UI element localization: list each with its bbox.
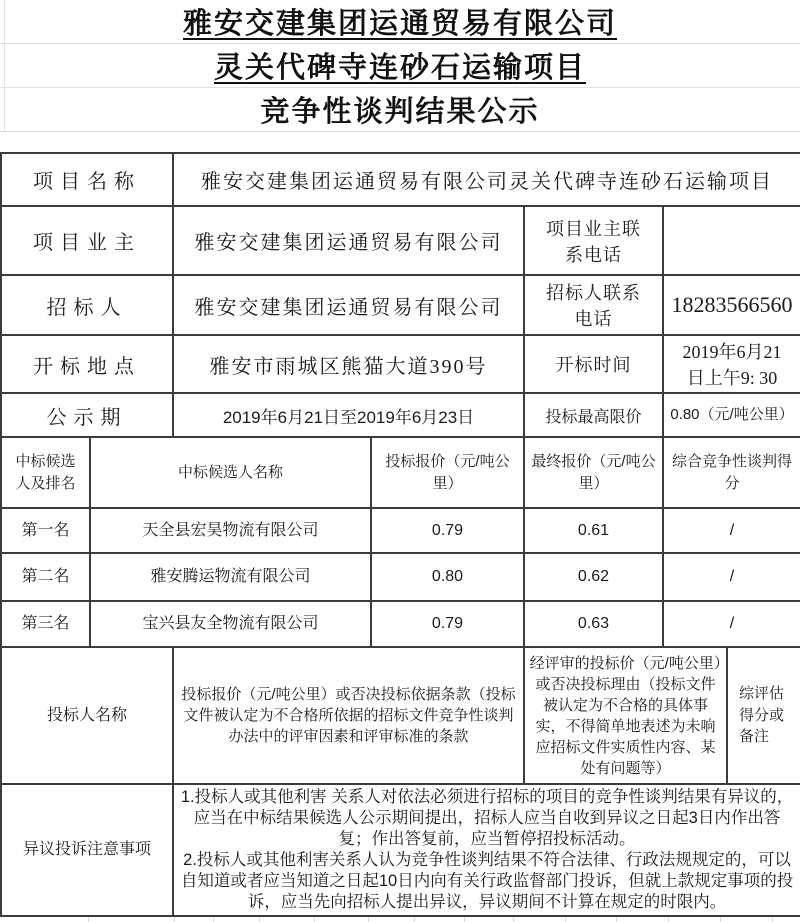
- bidder-reason-text: 经评审的投标价（元/吨公里）或否决投标理由（投标文件被认定为不合格的具体事实，不得简单地表述为未响应招标文件实质性内容、某处有问题等）: [524, 647, 727, 784]
- project-name-label: 项目名称: [1, 153, 173, 206]
- title-gap: [0, 132, 800, 152]
- table-row: [1, 601, 800, 647]
- document-title-project: 灵关代碑寺连砂石运输项目: [213, 52, 586, 84]
- tenderer-value: 雅安交建集团运通贸易有限公司: [173, 275, 524, 335]
- objection-notes: [173, 784, 800, 916]
- rank-1: 第一名: [1, 508, 90, 553]
- document-title-result: 竞争性谈判结果公示: [260, 96, 540, 128]
- grid-tick: [616, 917, 617, 922]
- grid-tick: [513, 917, 514, 922]
- title-row-3: [0, 88, 800, 132]
- header-rank: 中标候选人及排名: [1, 437, 90, 508]
- grid-tick: [464, 917, 465, 922]
- opening-place-label: 开标地点: [1, 335, 173, 393]
- opening-place-value: 雅安市雨城区熊猫大道390号: [173, 335, 524, 393]
- candidate-3-score: /: [663, 601, 800, 647]
- candidate-2-name: 雅安腾运物流有限公司: [90, 553, 371, 601]
- bidder-name-label: 投标人名称: [1, 647, 173, 784]
- candidate-1-name: 天全县宏昊物流有限公司: [90, 508, 371, 553]
- grid-tick: [668, 917, 669, 922]
- table-row: [1, 647, 800, 784]
- owner-phone-value: [663, 206, 800, 275]
- owner-label: 项目业主: [1, 206, 173, 275]
- title-row-1: [0, 0, 800, 44]
- grid-tick: [414, 917, 415, 922]
- candidate-2-bid: 0.80: [371, 553, 524, 601]
- opening-time-label: 开标时间: [524, 335, 663, 393]
- header-final-price: 最终报价（元/吨公里）: [524, 437, 663, 508]
- table-row: [1, 206, 800, 275]
- table-row: [1, 335, 800, 393]
- tenderer-phone-value: 18283566560: [663, 275, 800, 335]
- candidate-2-score: /: [663, 553, 800, 601]
- table-row: [1, 393, 800, 437]
- grid-tick: [565, 917, 566, 922]
- rank-3: 第三名: [1, 601, 90, 647]
- grid-tick: [174, 917, 175, 922]
- candidate-3-name: 宝兴县友全物流有限公司: [90, 601, 371, 647]
- rank-2: 第二名: [1, 553, 90, 601]
- table-row: [1, 553, 800, 601]
- grid-tick: [772, 917, 773, 922]
- faint-gridline-vertical: [4, 0, 5, 131]
- bidder-remark-label: 综评估得分或备注: [727, 647, 800, 784]
- bottom-grid-strip: [0, 917, 800, 922]
- header-candidate-name: 中标候选人名称: [90, 437, 371, 508]
- grid-tick: [368, 917, 369, 922]
- owner-phone-label: 项目业主联系电话: [524, 206, 663, 275]
- table-row: [1, 508, 800, 553]
- title-row-2: [0, 44, 800, 88]
- table-row: [1, 275, 800, 335]
- candidate-1-score: /: [663, 508, 800, 553]
- candidate-1-bid: 0.79: [371, 508, 524, 553]
- grid-tick: [88, 917, 89, 922]
- tenderer-phone-label: 招标人联系电话: [524, 275, 663, 335]
- max-price-value: 0.80（元/吨公里）: [663, 393, 800, 437]
- max-price-label: 投标最高限价: [524, 393, 663, 437]
- title-block: [0, 0, 800, 152]
- table-row: [1, 153, 800, 206]
- grid-tick: [314, 917, 315, 922]
- header-bid-price: 投标报价（元/吨公里）: [371, 437, 524, 508]
- header-score: 综合竞争性谈判得分: [663, 437, 800, 508]
- publicity-period-value: 2019年6月21日至2019年6月23日: [173, 393, 524, 437]
- table-row: [1, 784, 800, 916]
- objection-note-2: 2.投标人或其他利害关系人认为竞争性谈判结果不符合法律、行政法规规定的，可以自知道或者应当知道之日起10日内向有关行政监督部门投诉，但就上款规定事项的投诉，应当先向招标人提出异议，异议期间不计算在规定的时限内。: [180, 851, 794, 911]
- opening-time-value: 2019年6月21日上午9: 30: [663, 335, 800, 393]
- objection-note-1: 1.投标人或其他利害 关系人对依法必须进行招标的项目的竞争性谈判结果有异议的，应当在中标结果候选人公示期间提出，招标人应当自收到异议之日起3日内作出答复；作出答复前，应当暂停招投标活动。: [180, 788, 794, 848]
- table-row: [1, 437, 800, 508]
- project-name-value: 雅安交建集团运通贸易有限公司灵关代碑寺连砂石运输项目: [173, 153, 800, 206]
- candidate-2-final: 0.62: [524, 553, 663, 601]
- grid-tick: [213, 917, 214, 922]
- announcement-table: [0, 152, 800, 917]
- objection-label: 异议投诉注意事项: [1, 784, 173, 916]
- grid-tick: [259, 917, 260, 922]
- document-title-company: 雅安交建集团运通贸易有限公司: [182, 8, 617, 40]
- bidder-criteria-text: 投标报价（元/吨公里）或否决投标依据条款（投标文件被认定为不合格所依据的招标文件竞争性谈判办法中的评审因素和评审标准的条款: [173, 647, 524, 784]
- publicity-period-label: 公示期: [1, 393, 173, 437]
- candidate-3-final: 0.63: [524, 601, 663, 647]
- owner-value: 雅安交建集团运通贸易有限公司: [173, 206, 524, 275]
- candidate-3-bid: 0.79: [371, 601, 524, 647]
- candidate-1-final: 0.61: [524, 508, 663, 553]
- tenderer-label: 招标人: [1, 275, 173, 335]
- grid-tick: [720, 917, 721, 922]
